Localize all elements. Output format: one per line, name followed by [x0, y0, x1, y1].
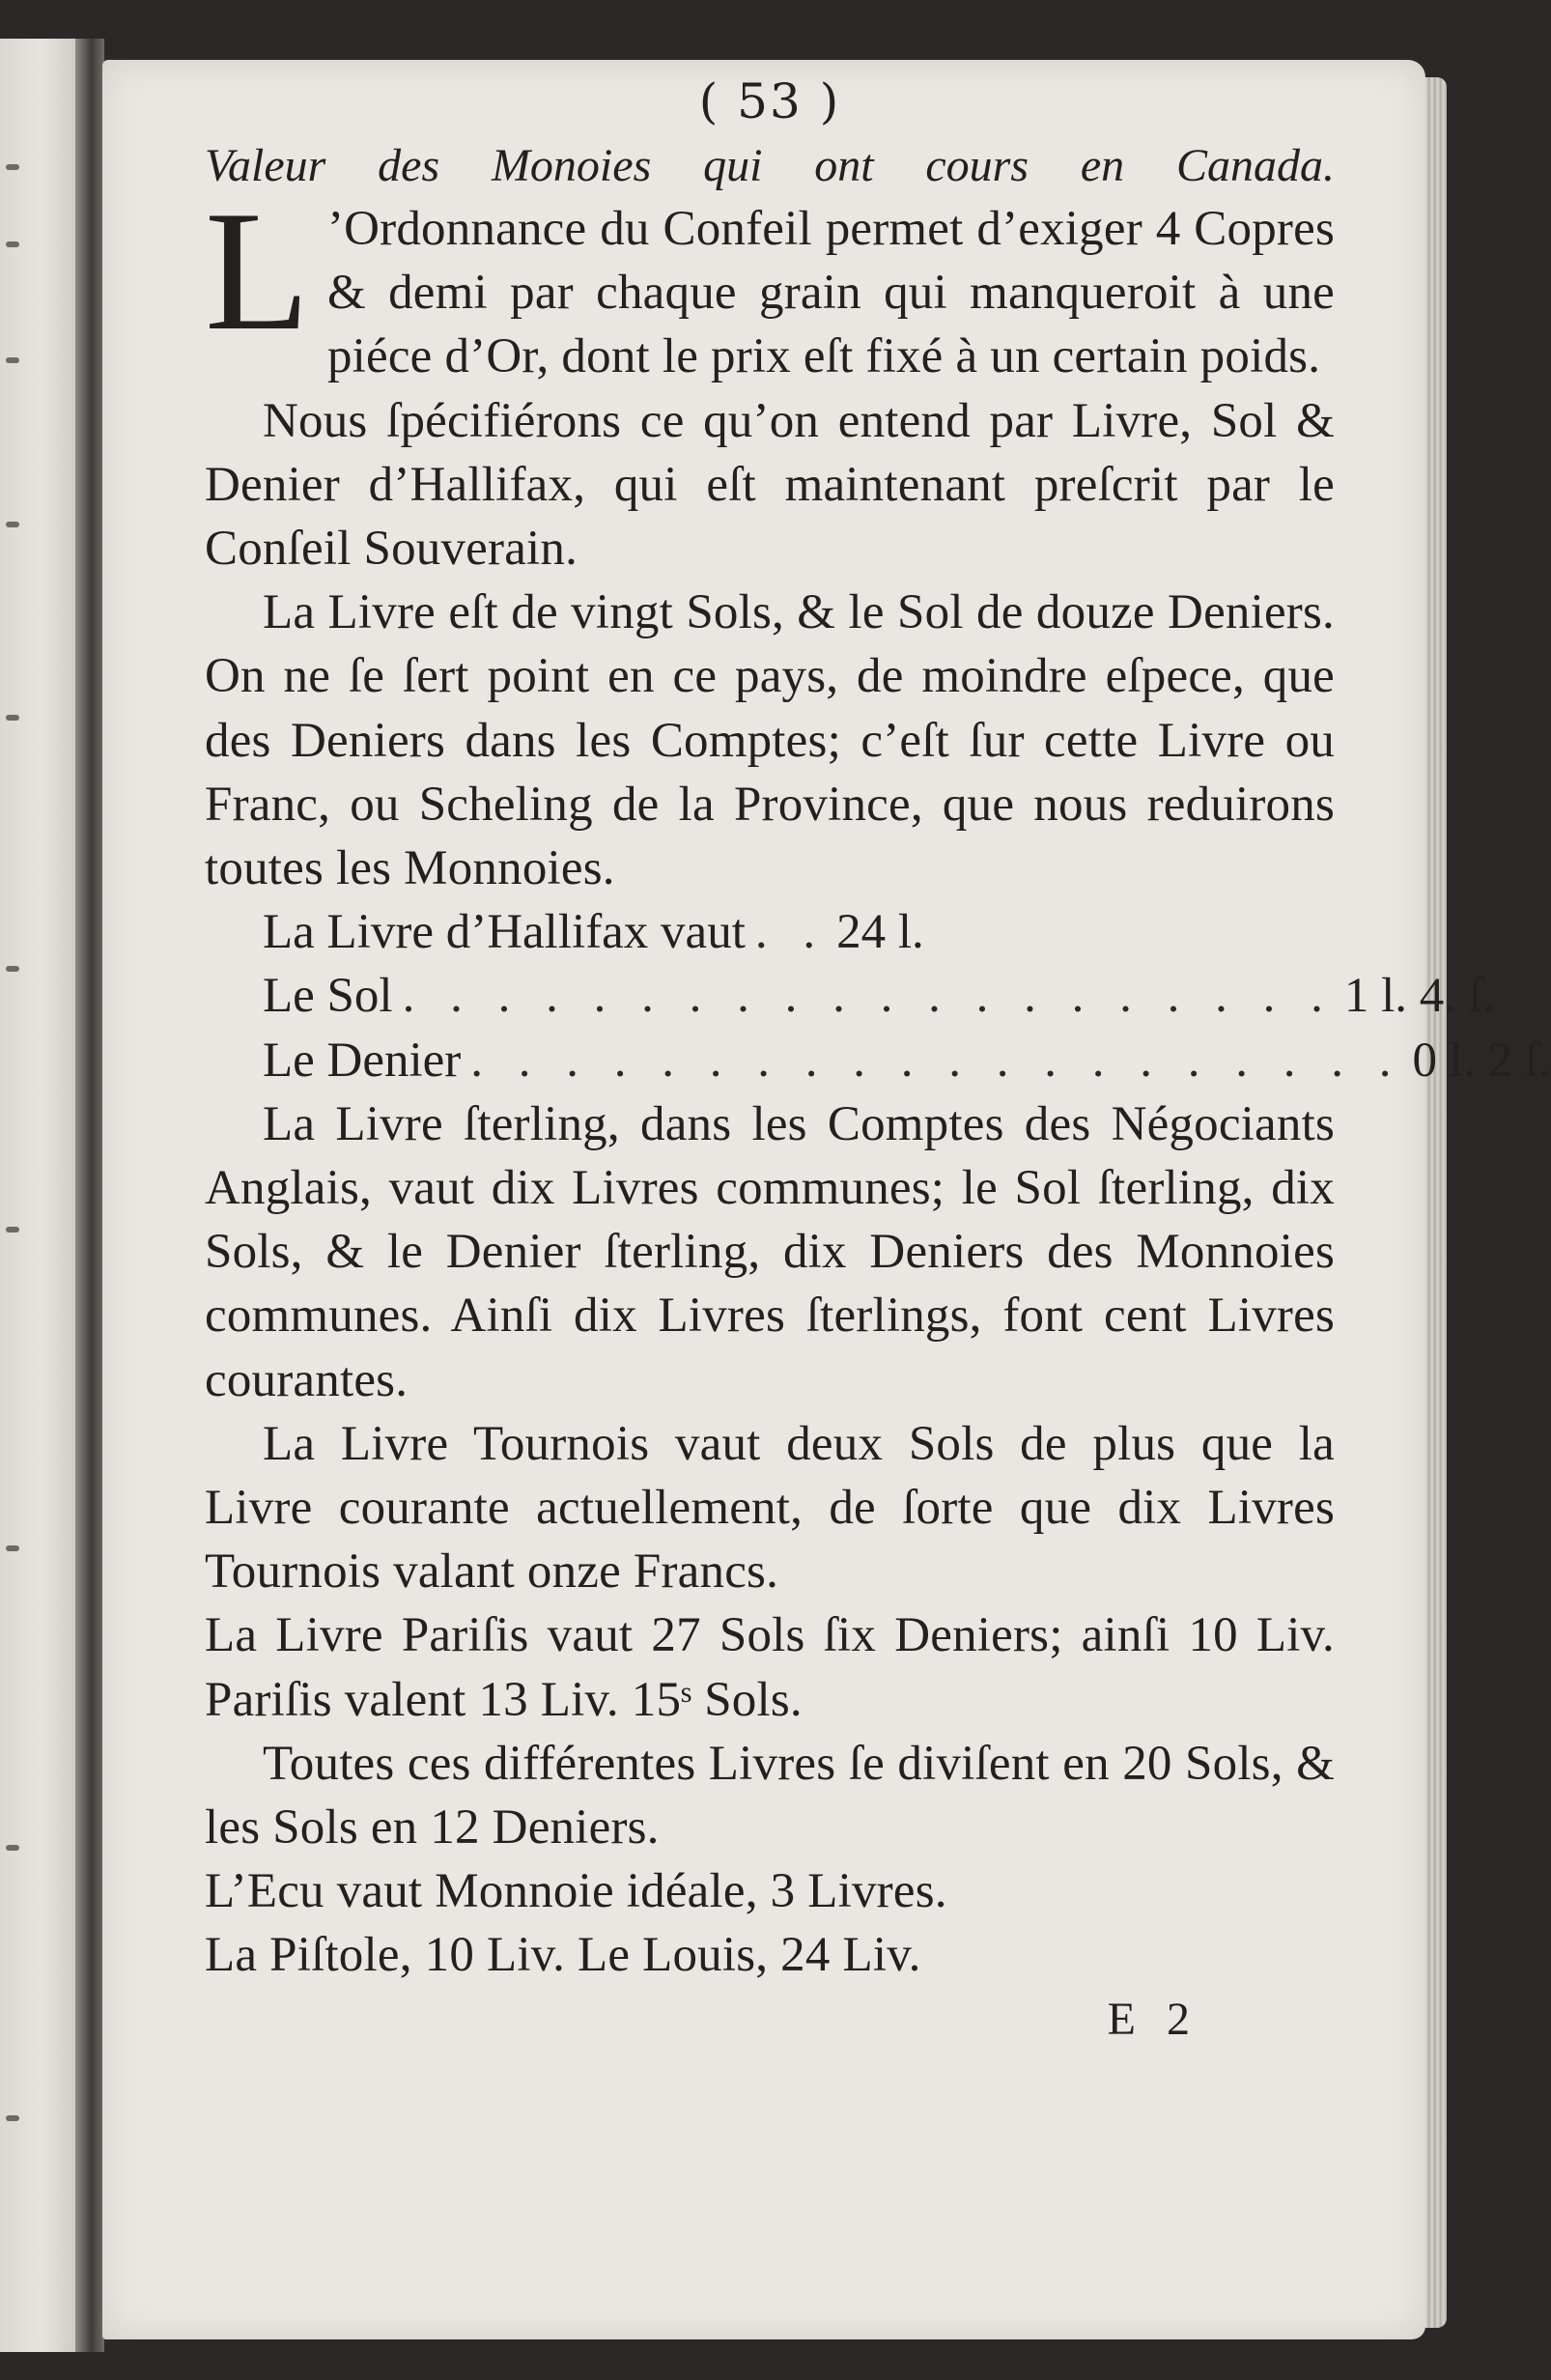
paragraph-divisions: Toutes ces différentes Livres ſe diviſent en 20 Sols, & les Sols en 12 Deniers.	[205, 1736, 1335, 1856]
leader-dots: . . . . . . . . . . . . . . . . . . . .	[402, 969, 1335, 1024]
leader-dots: . . . . . . . . . . . . . . . . . . . .	[470, 1033, 1403, 1088]
left-page-text-fragment	[6, 1845, 19, 1851]
catchword: E 2	[1107, 1993, 1199, 2045]
paragraph-livre-tournois: La Livre Tournois vaut deux Sols de plus que la Livre courante actuellement, de ſorte que dix Livres Tournois valant onze Francs.	[205, 1416, 1335, 1600]
rate-table	[205, 900, 1551, 1092]
left-page-text-fragment	[6, 1227, 19, 1232]
rate-label: La Livre d’Hallifax vaut	[263, 905, 746, 960]
left-page-text-fragment	[6, 164, 19, 170]
left-page-text-fragment	[6, 715, 19, 721]
left-page-edge	[0, 39, 75, 2352]
rate-value: 0 l. 2 ſ.	[1412, 1033, 1551, 1088]
rate-value: 1 l. 4. ſ.	[1343, 969, 1495, 1024]
book-gutter	[75, 39, 104, 2352]
left-page-text-fragment	[6, 1545, 19, 1551]
paragraph-livre-definition: La Livre eſt de vingt Sols, & le Sol de douze Deniers. On ne ſe ſert point en ce pays, de moindre eſpece, que des Deniers dans les Comptes; c’eſt ſur cette Livre ou Franc, ou Scheling de la Province, que nous reduirons toutes les Monnoies.	[205, 585, 1335, 896]
paragraph-halifax-units: Nous ſpécifiérons ce qu’on entend par Livre, Sol & Denier d’Hallifax, qui eſt maintenant preſcrit par le Conſeil Souverain.	[205, 393, 1335, 577]
left-page-text-fragment	[6, 357, 19, 363]
page-number: ( 53 )	[698, 73, 841, 129]
paragraph-livre-sterling: La Livre ſterling, dans les Comptes des Négociants Anglais, vaut dix Livres communes; le Sol ſterling, dix Sols, & le Denier ſterling, dix Deniers des Monnoies communes. Ainſi dix Livres ſterlings, font cent Livres courantes.	[205, 1096, 1335, 1407]
rate-row-livre	[205, 900, 1335, 964]
left-page-text-fragment	[6, 2115, 19, 2121]
left-page-text-fragment	[6, 522, 19, 527]
opening-paragraph-text: ’Ordonnance du Confeil permet d’exiger 4 Copres & demi par chaque grain qui manqueroit à une piéce d’Or, dont le prix eſt fixé à un certain poids.	[326, 202, 1335, 384]
left-page-text-fragment	[6, 241, 19, 247]
rate-label: Le Sol	[263, 969, 393, 1024]
leader-dots: . .	[754, 905, 828, 960]
running-title: Valeur des Monoies qui ont cours en Canada.	[205, 140, 1335, 191]
drop-cap: L	[205, 175, 310, 366]
rate-label: Le Denier	[263, 1033, 462, 1088]
paragraph-ecu: L’Ecu vaut Monnoie idéale, 3 Livres.	[205, 1864, 947, 1919]
paragraph-pistole-louis: La Piſtole, 10 Liv. Le Louis, 24 Liv.	[205, 1928, 921, 1983]
rate-row-denier	[205, 1029, 1551, 1092]
rate-value: 24 l.	[836, 905, 924, 960]
rate-row-sol	[205, 964, 1495, 1028]
opening-paragraph	[205, 175, 1335, 389]
page-text	[205, 68, 1551, 2052]
left-page-text-fragment	[6, 966, 19, 972]
paragraph-livre-parisis: La Livre Pariſis vaut 27 Sols ſix Deniers; ainſi 10 Liv. Pariſis valent 13 Liv. 15ˢ Sols.	[205, 1608, 1335, 1727]
